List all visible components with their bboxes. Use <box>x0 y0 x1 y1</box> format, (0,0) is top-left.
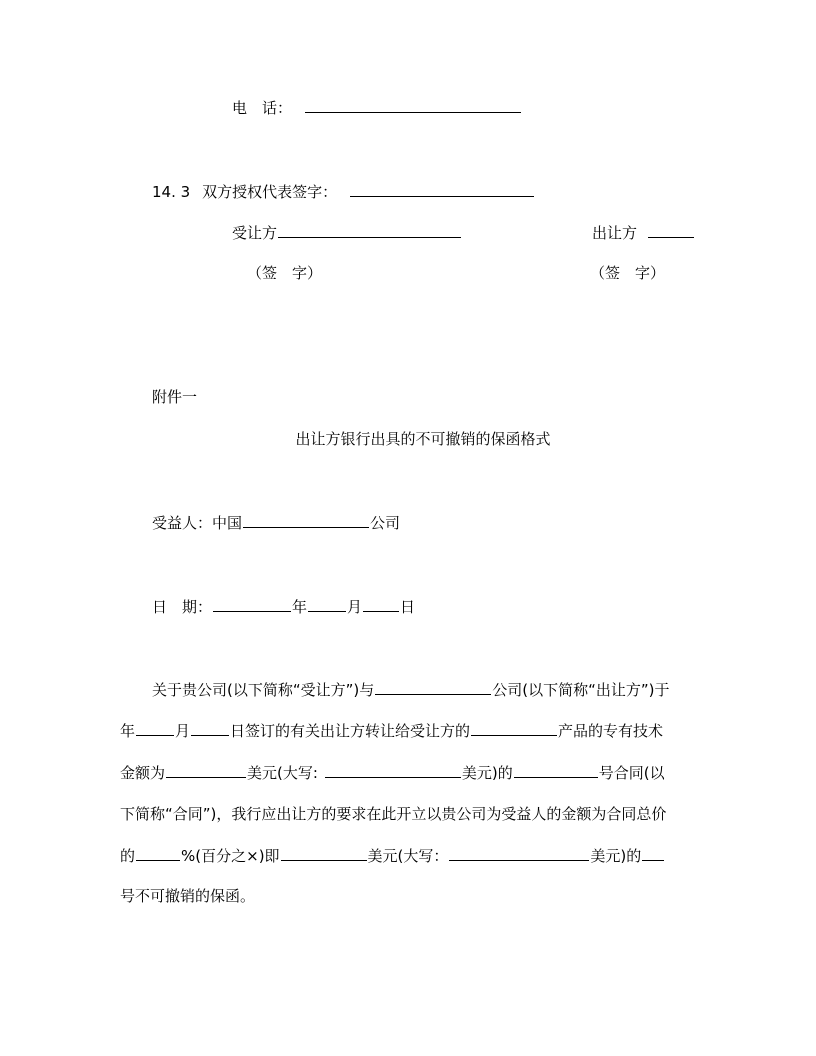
assignee-label: 受让方 <box>232 224 278 242</box>
body-text: 关于贵公司(以下简称“受让方”)与 <box>152 681 375 699</box>
body-line-5 <box>120 845 665 865</box>
body-text: 产品的专有技术 <box>558 722 664 740</box>
beneficiary-prefix: 受益人：中国 <box>152 514 243 532</box>
body-text: 日签订的有关出让方转让给受让方的 <box>230 722 471 740</box>
phone-label: 电 话： <box>232 99 293 117</box>
percentage-blank[interactable] <box>136 845 180 861</box>
body-text: 美元(大写: <box>247 764 318 782</box>
date-month-blank[interactable] <box>308 596 346 612</box>
body-line-4: 下简称“合同”)，我行应出让方的要求在此开立以贵公司为受益人的金额为合同总价 <box>120 805 667 823</box>
assignor-company-blank[interactable] <box>375 679 491 695</box>
body-text: 美元)的 <box>461 764 513 782</box>
body-line-2 <box>120 720 663 740</box>
contract-month-blank[interactable] <box>136 720 174 736</box>
body-line-1 <box>152 679 670 699</box>
body-text: 美元)的 <box>590 847 642 865</box>
date-day-label: 日 <box>400 598 416 616</box>
clause-number: 14. 3 <box>152 183 191 201</box>
phone-blank[interactable] <box>305 97 521 113</box>
date-year-blank[interactable] <box>213 596 291 612</box>
body-line-6: 号不可撤销的保函。 <box>120 887 256 905</box>
body-text: %(百分之×)即 <box>181 847 280 865</box>
contract-number-blank[interactable] <box>514 762 598 778</box>
phone-line <box>232 97 522 117</box>
amount-usd-blank[interactable] <box>166 762 246 778</box>
date-label: 日 期： <box>152 598 213 616</box>
guarantee-number-blank[interactable] <box>642 845 664 861</box>
attachment-title: 出让方银行出具的不可撤销的保函格式 <box>295 430 551 448</box>
amount-words-blank[interactable] <box>325 762 461 778</box>
clause-text: 双方授权代表签字： <box>202 183 338 201</box>
signature-clause <box>152 181 535 201</box>
body-text: 月 <box>175 722 191 740</box>
body-text: 年 <box>120 722 136 740</box>
product-name-blank[interactable] <box>471 720 557 736</box>
contract-day-blank[interactable] <box>191 720 229 736</box>
sign-note-left: （签 字） <box>247 264 323 282</box>
beneficiary-line <box>152 512 400 532</box>
assignee-signature-line <box>232 222 462 242</box>
beneficiary-company-blank[interactable] <box>243 512 369 528</box>
body-text: 美元(大写： <box>367 847 449 865</box>
sign-note-right: （签 字） <box>590 264 666 282</box>
body-line-3 <box>120 762 665 782</box>
attachment-label: 附件一 <box>152 388 198 406</box>
date-month-label: 月 <box>347 598 363 616</box>
authorized-signature-blank[interactable] <box>350 181 534 197</box>
beneficiary-suffix: 公司 <box>370 514 401 532</box>
date-year-label: 年 <box>292 598 308 616</box>
date-line <box>152 596 415 616</box>
date-day-blank[interactable] <box>363 596 399 612</box>
guarantee-amount-blank[interactable] <box>281 845 367 861</box>
assignor-signature-blank[interactable] <box>648 222 694 238</box>
assignor-signature-line <box>592 222 695 242</box>
body-text: 金额为 <box>120 764 166 782</box>
body-text: 号合同(以 <box>598 764 665 782</box>
body-text: 公司(以下简称“出让方”)于 <box>492 681 670 699</box>
guarantee-words-blank[interactable] <box>449 845 589 861</box>
assignee-signature-blank[interactable] <box>278 222 461 238</box>
assignor-label: 出让方 <box>592 224 638 242</box>
body-text: 的 <box>120 847 136 865</box>
